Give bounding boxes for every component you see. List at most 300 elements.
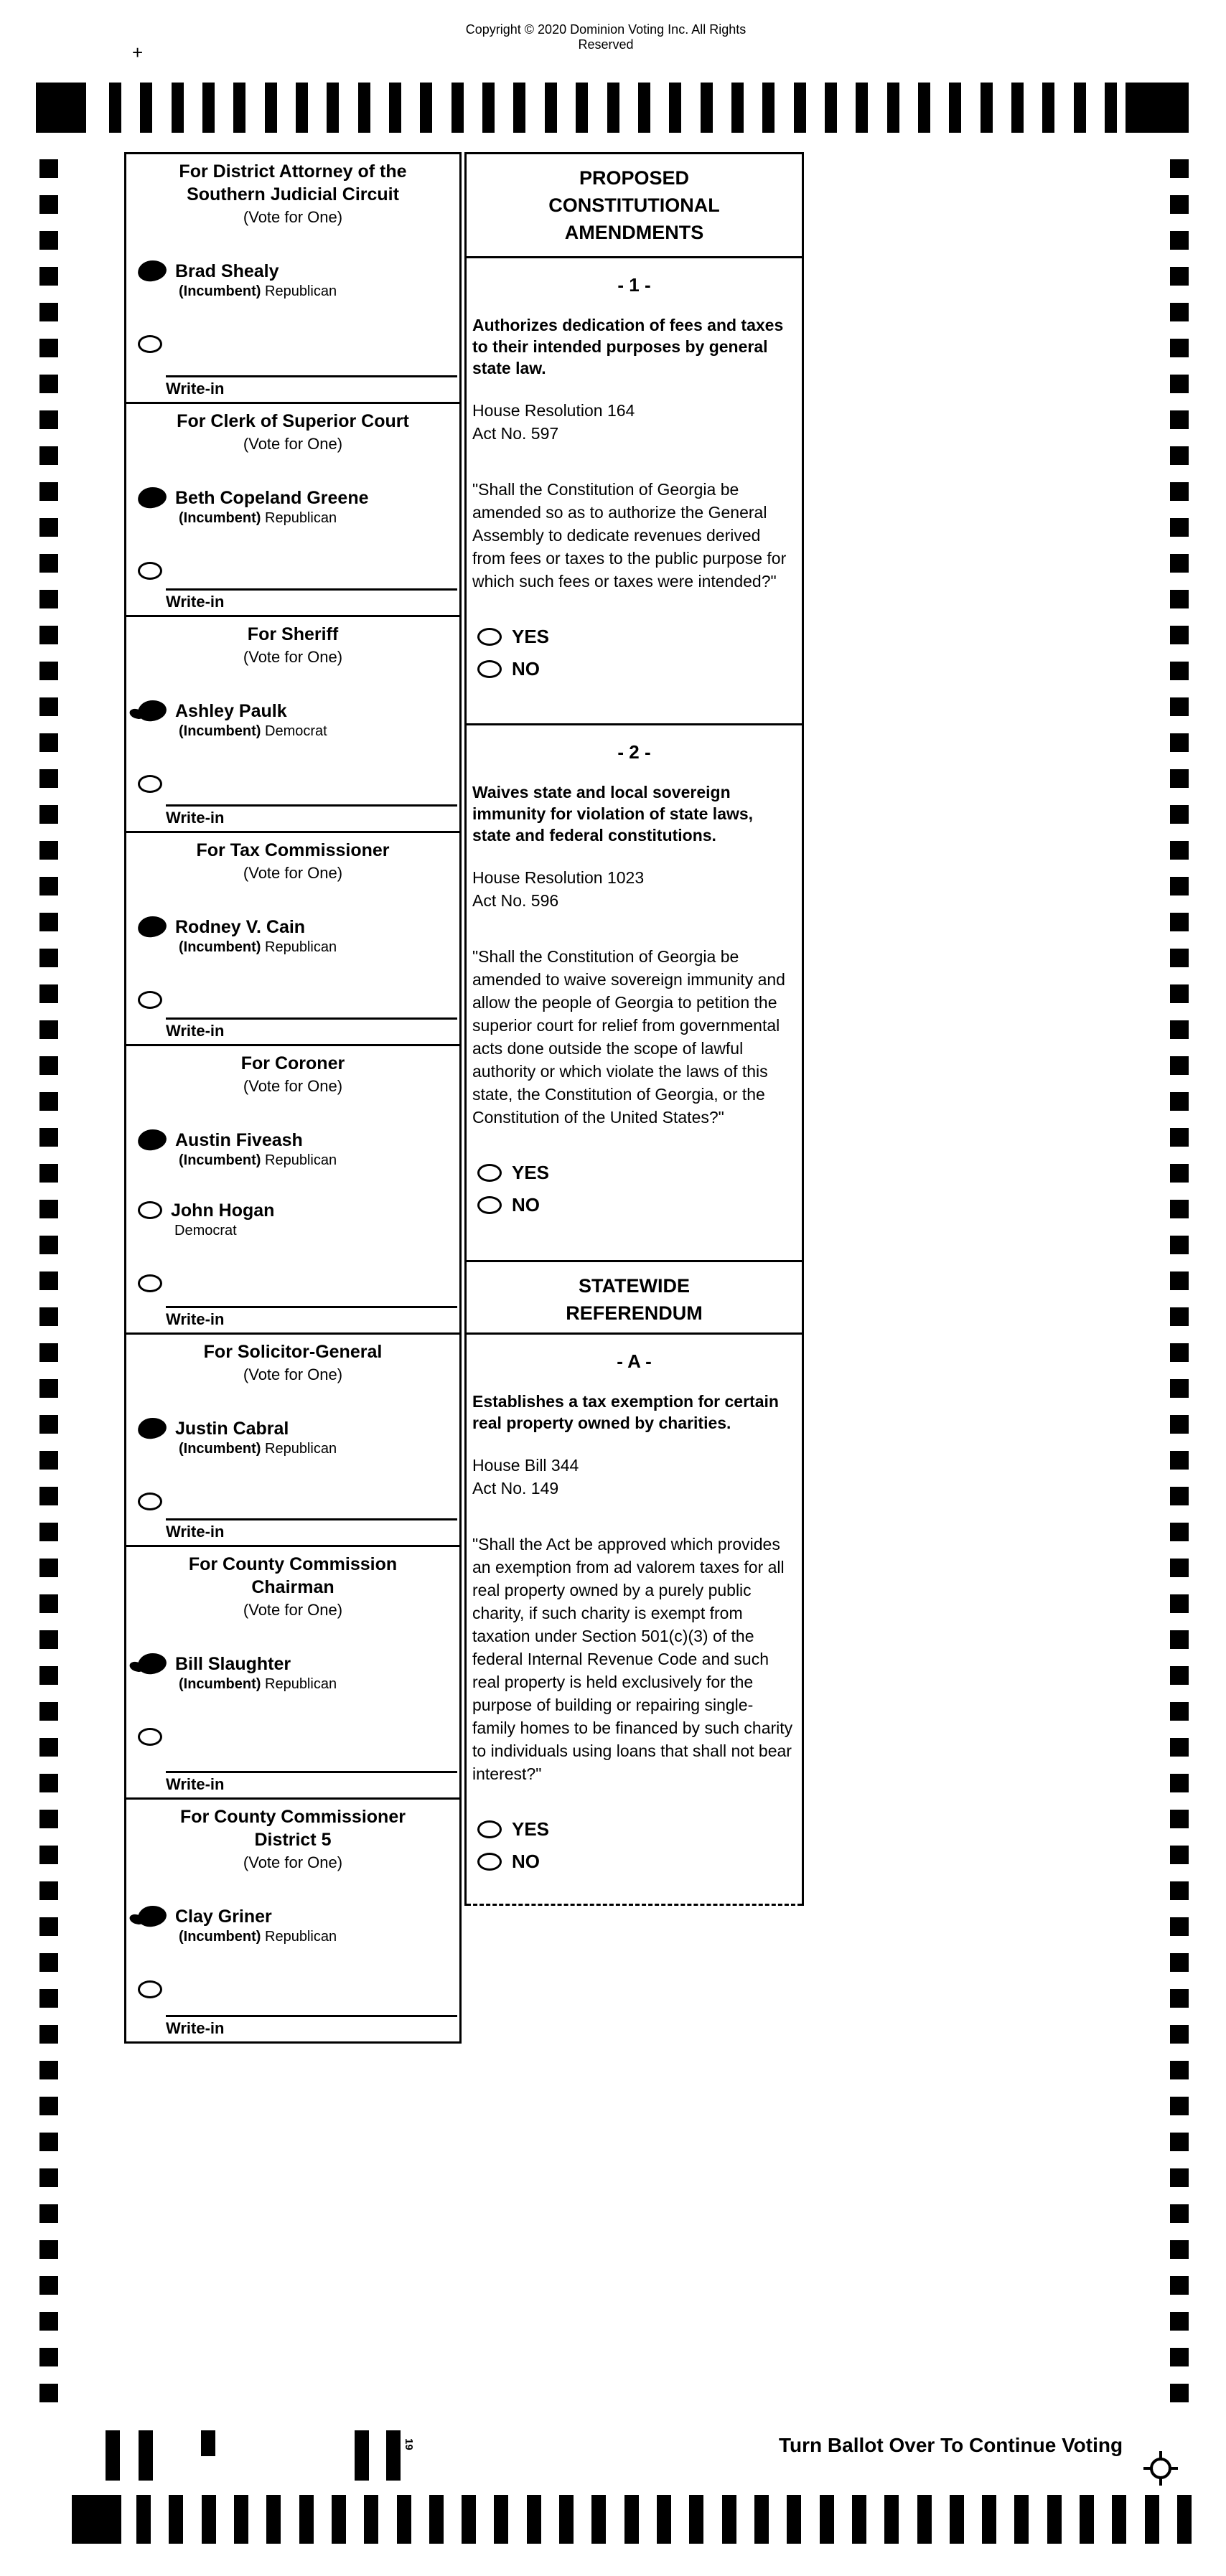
- candidate-detail: [179, 1439, 337, 1458]
- timing-mark: [39, 1523, 58, 1541]
- stub-bar: [386, 2430, 401, 2481]
- stub-bar: [201, 2430, 215, 2456]
- candidate-row: [126, 1653, 459, 1693]
- timing-mark: [39, 482, 58, 501]
- race-title: [126, 1335, 459, 1363]
- timing-mark: [39, 877, 58, 896]
- timing-mark: [1170, 518, 1189, 537]
- candidate-oval-filled[interactable]: [137, 1128, 168, 1152]
- timing-mark: [39, 303, 58, 321]
- race-title-line: For County Commission: [188, 1554, 398, 1574]
- candidate-list: [126, 487, 459, 527]
- timing-mark: [1170, 662, 1189, 680]
- candidate-list: [126, 1418, 459, 1458]
- write-in-area: [166, 375, 457, 398]
- timing-mark: [1170, 231, 1189, 250]
- timing-bar: [856, 83, 868, 133]
- timing-bar: [429, 2495, 444, 2544]
- write-in-label: Write-in: [166, 593, 225, 611]
- write-in-area: [166, 588, 457, 611]
- timing-mark: [39, 1989, 58, 2008]
- turn-over-text: Turn Ballot Over To Continue Voting: [779, 2434, 1123, 2456]
- candidate-party: Republican: [265, 1676, 337, 1692]
- registration-ring: [1150, 2458, 1171, 2479]
- timing-bar: [887, 83, 899, 133]
- measures-header-line: AMENDMENTS: [564, 222, 704, 243]
- timing-bar: [358, 83, 370, 133]
- timing-mark: [39, 1738, 58, 1757]
- candidate-text: [175, 260, 337, 301]
- write-in-oval[interactable]: [138, 1980, 162, 1998]
- write-in-oval-row: [126, 1726, 459, 1746]
- candidate-oval-filled[interactable]: [137, 915, 168, 939]
- timing-bar: [172, 83, 184, 133]
- write-in-oval-row: [126, 989, 459, 1009]
- candidate-name: Rodney V. Cain: [175, 917, 306, 937]
- timing-bar: [265, 83, 277, 133]
- timing-mark: [1170, 1666, 1189, 1685]
- race-title: [126, 833, 459, 862]
- timing-bar: [513, 83, 525, 133]
- timing-mark: [1170, 733, 1189, 752]
- timing-bar: [559, 2495, 574, 2544]
- timing-mark: [39, 1702, 58, 1721]
- measure-number: - A -: [617, 1350, 652, 1372]
- measure-option-row: [467, 1194, 802, 1216]
- timing-bar: [299, 2495, 314, 2544]
- timing-mark: [39, 1343, 58, 1362]
- candidate-row: [126, 1418, 459, 1458]
- candidate-name: Beth Copeland Greene: [175, 488, 369, 508]
- race-title-line: Southern Judicial Circuit: [187, 184, 399, 205]
- timing-mark: [1170, 2025, 1189, 2044]
- timing-mark: [39, 590, 58, 608]
- candidate-oval-filled[interactable]: [137, 259, 168, 283]
- timing-mark: [1170, 1774, 1189, 1792]
- timing-bar: [1177, 2495, 1192, 2544]
- race-title: [126, 1800, 459, 1851]
- timing-mark: [39, 2384, 58, 2402]
- race-section: [126, 1800, 459, 2041]
- copyright-text: Copyright © 2020 Dominion Voting Inc. All Rights Reserved: [465, 22, 747, 52]
- timing-mark: [1170, 1881, 1189, 1900]
- measure-summary: Establishes a tax exemption for certain real property owned by charities.: [472, 1392, 779, 1432]
- measure-reference-line: House Resolution 1023: [472, 868, 645, 887]
- timing-mark: [39, 1307, 58, 1326]
- stub-number: 19: [403, 2438, 415, 2450]
- timing-mark: [39, 1917, 58, 1936]
- timing-mark: [39, 1056, 58, 1075]
- timing-mark: [39, 159, 58, 178]
- timing-mark: [39, 1092, 58, 1111]
- race-section: [126, 1547, 459, 1800]
- timing-block-left: [36, 83, 86, 133]
- option-oval[interactable]: [477, 660, 502, 678]
- option-label: YES: [512, 1818, 550, 1840]
- timing-mark: [1170, 1559, 1189, 1577]
- candidate-list: [126, 1906, 459, 1946]
- timing-mark: [1170, 2348, 1189, 2366]
- measure-options: [467, 626, 802, 680]
- timing-bar: [327, 83, 339, 133]
- candidate-name: Austin Fiveash: [175, 1130, 303, 1150]
- incumbent-label: (Incumbent): [179, 283, 261, 299]
- timing-mark: [39, 1379, 58, 1398]
- timing-mark: [39, 2312, 58, 2331]
- incumbent-label: (Incumbent): [179, 723, 261, 739]
- write-in-oval[interactable]: [138, 335, 162, 353]
- incumbent-label: (Incumbent): [179, 1929, 261, 1945]
- race-title-line: For District Attorney of the: [179, 161, 407, 182]
- measure-number: - 2 -: [617, 741, 651, 763]
- timing-mark: [1170, 1451, 1189, 1470]
- timing-mark: [39, 1200, 58, 1218]
- measure-summary: Authorizes dedication of fees and taxes to their intended purposes by general state law.: [472, 316, 784, 377]
- timing-bar: [527, 2495, 541, 2544]
- race-title-line: For Coroner: [240, 1053, 345, 1073]
- timing-mark: [1170, 375, 1189, 393]
- timing-mark: [1170, 1271, 1189, 1290]
- write-in-label: Write-in: [166, 2019, 225, 2037]
- timing-mark: [1170, 2384, 1189, 2402]
- timing-bar: [576, 83, 588, 133]
- timing-mark: [39, 2061, 58, 2079]
- timing-mark: [1170, 1379, 1189, 1398]
- timing-bar: [1112, 2495, 1126, 2544]
- timing-bar: [234, 2495, 248, 2544]
- race-title-line: For County Commissioner: [180, 1807, 406, 1827]
- races-column: [124, 152, 462, 2044]
- timing-mark: [1170, 1738, 1189, 1757]
- measure-option-row: [467, 1818, 802, 1841]
- timing-bar: [1047, 2495, 1062, 2544]
- timing-bar: [202, 83, 215, 133]
- stub-bar: [106, 2430, 120, 2481]
- timing-mark: [39, 410, 58, 429]
- timing-bar: [825, 83, 837, 133]
- measures-header-text: [467, 154, 802, 246]
- timing-mark: [1170, 1164, 1189, 1183]
- timing-bar: [731, 83, 744, 133]
- timing-bar: [982, 2495, 996, 2544]
- write-in-area: [166, 2015, 457, 2038]
- candidate-list: [126, 260, 459, 301]
- timing-mark: [1170, 339, 1189, 357]
- write-in-oval-row: [126, 1491, 459, 1510]
- candidate-detail: [179, 722, 327, 741]
- timing-block-right: [1126, 83, 1189, 133]
- timing-bar: [462, 2495, 476, 2544]
- timing-bar: [233, 83, 245, 133]
- candidate-oval-filled[interactable]: [137, 1652, 168, 1675]
- race-section: [126, 154, 459, 404]
- candidate-name: Bill Slaughter: [175, 1654, 291, 1674]
- option-label: NO: [512, 658, 540, 680]
- vote-instruction: (Vote for One): [243, 1853, 343, 1871]
- timing-mark: [1170, 1056, 1189, 1075]
- race-title-line: For Tax Commissioner: [196, 840, 390, 860]
- write-in-label: Write-in: [166, 1775, 225, 1793]
- timing-mark: [1170, 1702, 1189, 1721]
- timing-mark: [1170, 2312, 1189, 2331]
- write-in-oval-row: [126, 1979, 459, 1998]
- timing-bar: [109, 83, 121, 133]
- candidate-oval-filled[interactable]: [137, 1416, 168, 1440]
- timing-mark: [1170, 2097, 1189, 2115]
- timing-mark: [1170, 1523, 1189, 1541]
- timing-mark: [1170, 1989, 1189, 2008]
- measures-header-line: REFERENDUM: [566, 1302, 703, 1324]
- timing-bar: [754, 2495, 769, 2544]
- candidate-oval-filled[interactable]: [137, 699, 168, 723]
- write-in-oval[interactable]: [138, 1493, 162, 1510]
- candidate-row: [126, 1129, 459, 1170]
- timing-mark: [1170, 626, 1189, 644]
- write-in-label: Write-in: [166, 380, 225, 398]
- timing-bar: [624, 2495, 639, 2544]
- timing-bar: [1042, 83, 1054, 133]
- timing-mark: [1170, 1020, 1189, 1039]
- timing-mark: [1170, 1630, 1189, 1649]
- candidate-list: [126, 700, 459, 741]
- timing-bar: [794, 83, 806, 133]
- measure-reference-line: Act No. 597: [472, 424, 559, 443]
- candidate-row: [126, 916, 459, 956]
- measures-header-text: [467, 1262, 802, 1327]
- write-in-oval[interactable]: [138, 775, 162, 793]
- race-title: [126, 617, 459, 646]
- timing-bar: [545, 83, 557, 133]
- write-in-area: [166, 1771, 457, 1794]
- candidate-row: [126, 1200, 459, 1240]
- left-timing-column: [39, 159, 58, 2420]
- candidate-list: [126, 916, 459, 956]
- timing-mark: [39, 339, 58, 357]
- write-in-area: [166, 1306, 457, 1329]
- timing-mark: [1170, 1092, 1189, 1111]
- measures-header-line: PROPOSED: [579, 167, 690, 189]
- timing-bar: [607, 83, 619, 133]
- timing-bar: [689, 2495, 703, 2544]
- option-oval[interactable]: [477, 628, 502, 646]
- timing-bar: [136, 2495, 151, 2544]
- measure-reference-line: Act No. 149: [472, 1479, 559, 1498]
- measure-section: [467, 258, 802, 725]
- timing-bar: [950, 2495, 964, 2544]
- timing-bar: [1105, 83, 1117, 133]
- write-in-area: [166, 1518, 457, 1541]
- candidate-party: Democrat: [265, 723, 327, 739]
- write-in-oval[interactable]: [138, 1274, 162, 1292]
- timing-bar: [657, 2495, 671, 2544]
- timing-mark: [1170, 769, 1189, 788]
- timing-mark: [39, 1451, 58, 1470]
- vote-instruction: (Vote for One): [243, 1601, 343, 1619]
- candidate-detail: [179, 282, 337, 301]
- timing-mark: [39, 1415, 58, 1434]
- write-in-oval[interactable]: [138, 562, 162, 580]
- race-title: [126, 1046, 459, 1075]
- race-title-line: Chairman: [251, 1577, 334, 1597]
- timing-mark: [39, 841, 58, 860]
- race-section: [126, 1046, 459, 1335]
- timing-mark: [39, 2097, 58, 2115]
- measure-reference-line: House Bill 344: [472, 1456, 579, 1475]
- timing-mark: [1170, 1236, 1189, 1254]
- timing-mark: [1170, 877, 1189, 896]
- timing-mark: [1170, 1810, 1189, 1828]
- timing-mark: [39, 949, 58, 967]
- timing-mark: [1170, 1487, 1189, 1505]
- measure-number: - 1 -: [617, 274, 651, 296]
- race-section: [126, 404, 459, 617]
- candidate-text: [175, 1906, 337, 1946]
- timing-bar: [140, 83, 152, 133]
- measure-references: [472, 399, 796, 445]
- candidate-detail: [179, 1151, 337, 1170]
- timing-mark: [1170, 159, 1189, 178]
- bottom-timing-bars: [136, 2495, 1192, 2544]
- candidate-party: Democrat: [174, 1223, 237, 1238]
- option-oval[interactable]: [477, 1853, 502, 1871]
- timing-mark: [39, 1846, 58, 1864]
- timing-bar: [494, 2495, 508, 2544]
- timing-mark: [1170, 2061, 1189, 2079]
- timing-mark: [39, 1630, 58, 1649]
- option-label: NO: [512, 1194, 540, 1216]
- candidate-text: [171, 1200, 274, 1240]
- timing-mark: [1170, 2240, 1189, 2259]
- timing-mark: [1170, 1128, 1189, 1147]
- stub-bar: [139, 2430, 153, 2481]
- candidate-detail: [174, 1221, 274, 1240]
- timing-mark: [39, 626, 58, 644]
- write-in-oval-row: [126, 334, 459, 353]
- candidate-text: [175, 1418, 337, 1458]
- race-title-line: For Sheriff: [247, 624, 339, 644]
- write-in-label: Write-in: [166, 809, 225, 827]
- timing-mark: [1170, 482, 1189, 501]
- timing-bar: [918, 83, 930, 133]
- timing-mark: [1170, 195, 1189, 214]
- timing-mark: [1170, 697, 1189, 716]
- registration-mark-icon: [1143, 2451, 1178, 2486]
- timing-mark: [1170, 2133, 1189, 2151]
- timing-mark: [1170, 410, 1189, 429]
- measure-references: [472, 866, 796, 912]
- timing-mark: [39, 518, 58, 537]
- candidate-detail: [179, 1927, 337, 1946]
- timing-mark: [39, 1559, 58, 1577]
- race-title-line: For Solicitor-General: [203, 1342, 383, 1362]
- timing-mark: [39, 375, 58, 393]
- incumbent-label: (Incumbent): [179, 1441, 261, 1457]
- write-in-oval[interactable]: [138, 991, 162, 1009]
- candidate-detail: [179, 509, 369, 527]
- timing-mark: [39, 1487, 58, 1505]
- bottom-timing-band: [0, 2495, 1226, 2544]
- vote-instruction: (Vote for One): [243, 648, 343, 666]
- timing-mark: [1170, 1343, 1189, 1362]
- timing-mark: [39, 446, 58, 465]
- timing-block-bottom-left: [72, 2495, 121, 2544]
- timing-mark: [39, 1881, 58, 1900]
- timing-mark: [39, 1666, 58, 1685]
- candidate-party: Republican: [265, 1441, 337, 1457]
- candidate-oval-filled[interactable]: [137, 1904, 168, 1928]
- option-oval[interactable]: [477, 1164, 502, 1182]
- measure-options: [467, 1162, 802, 1216]
- timing-bar: [917, 2495, 932, 2544]
- timing-mark: [39, 1953, 58, 1972]
- option-oval[interactable]: [477, 1196, 502, 1214]
- timing-bar: [389, 83, 401, 133]
- timing-mark: [39, 195, 58, 214]
- timing-mark: [1170, 1415, 1189, 1434]
- race-title: [126, 154, 459, 206]
- write-in-oval[interactable]: [138, 1728, 162, 1746]
- vote-instruction: (Vote for One): [243, 208, 343, 226]
- timing-mark: [1170, 446, 1189, 465]
- option-oval[interactable]: [477, 1820, 502, 1838]
- timing-mark: [1170, 1917, 1189, 1936]
- timing-mark: [39, 662, 58, 680]
- timing-bar: [397, 2495, 411, 2544]
- timing-mark: [39, 1020, 58, 1039]
- timing-bar: [266, 2495, 281, 2544]
- incumbent-label: (Incumbent): [179, 510, 261, 526]
- candidate-oval[interactable]: [138, 1201, 162, 1219]
- measure-summary: Waives state and local sovereign immunity for violation of state laws, state and federal constitutions.: [472, 783, 754, 845]
- timing-bar: [169, 2495, 183, 2544]
- write-in-label: Write-in: [166, 1022, 225, 1040]
- timing-mark: [1170, 841, 1189, 860]
- timing-bar: [364, 2495, 378, 2544]
- candidate-row: [126, 1906, 459, 1946]
- candidate-name: Justin Cabral: [175, 1419, 289, 1439]
- timing-mark: [39, 231, 58, 250]
- stub-bar: [355, 2430, 369, 2481]
- measures-header-line: CONSTITUTIONAL: [548, 194, 720, 216]
- race-title-line: District 5: [254, 1830, 332, 1850]
- measure-reference-line: Act No. 596: [472, 891, 559, 910]
- candidate-name: Brad Shealy: [175, 261, 279, 281]
- measure-section: [467, 1335, 802, 1906]
- measure-references: [472, 1454, 796, 1500]
- candidate-oval-filled[interactable]: [137, 486, 168, 509]
- timing-mark: [1170, 303, 1189, 321]
- candidate-text: [175, 487, 369, 527]
- race-section: [126, 1335, 459, 1547]
- candidate-name: John Hogan: [171, 1200, 275, 1221]
- race-title-line: For Clerk of Superior Court: [177, 411, 409, 431]
- timing-mark: [39, 913, 58, 931]
- timing-mark: [1170, 2168, 1189, 2187]
- timing-bar: [1011, 83, 1024, 133]
- timing-bar: [884, 2495, 899, 2544]
- race-section: [126, 833, 459, 1046]
- timing-bar: [787, 2495, 801, 2544]
- timing-bar: [451, 83, 464, 133]
- option-label: YES: [512, 626, 550, 647]
- timing-mark: [39, 2168, 58, 2187]
- timing-bar: [332, 2495, 346, 2544]
- top-timing-band: [0, 83, 1226, 133]
- timing-mark: [39, 984, 58, 1003]
- timing-mark: [1170, 1846, 1189, 1864]
- measures-header: [467, 1262, 802, 1335]
- measure-option-row: [467, 626, 802, 648]
